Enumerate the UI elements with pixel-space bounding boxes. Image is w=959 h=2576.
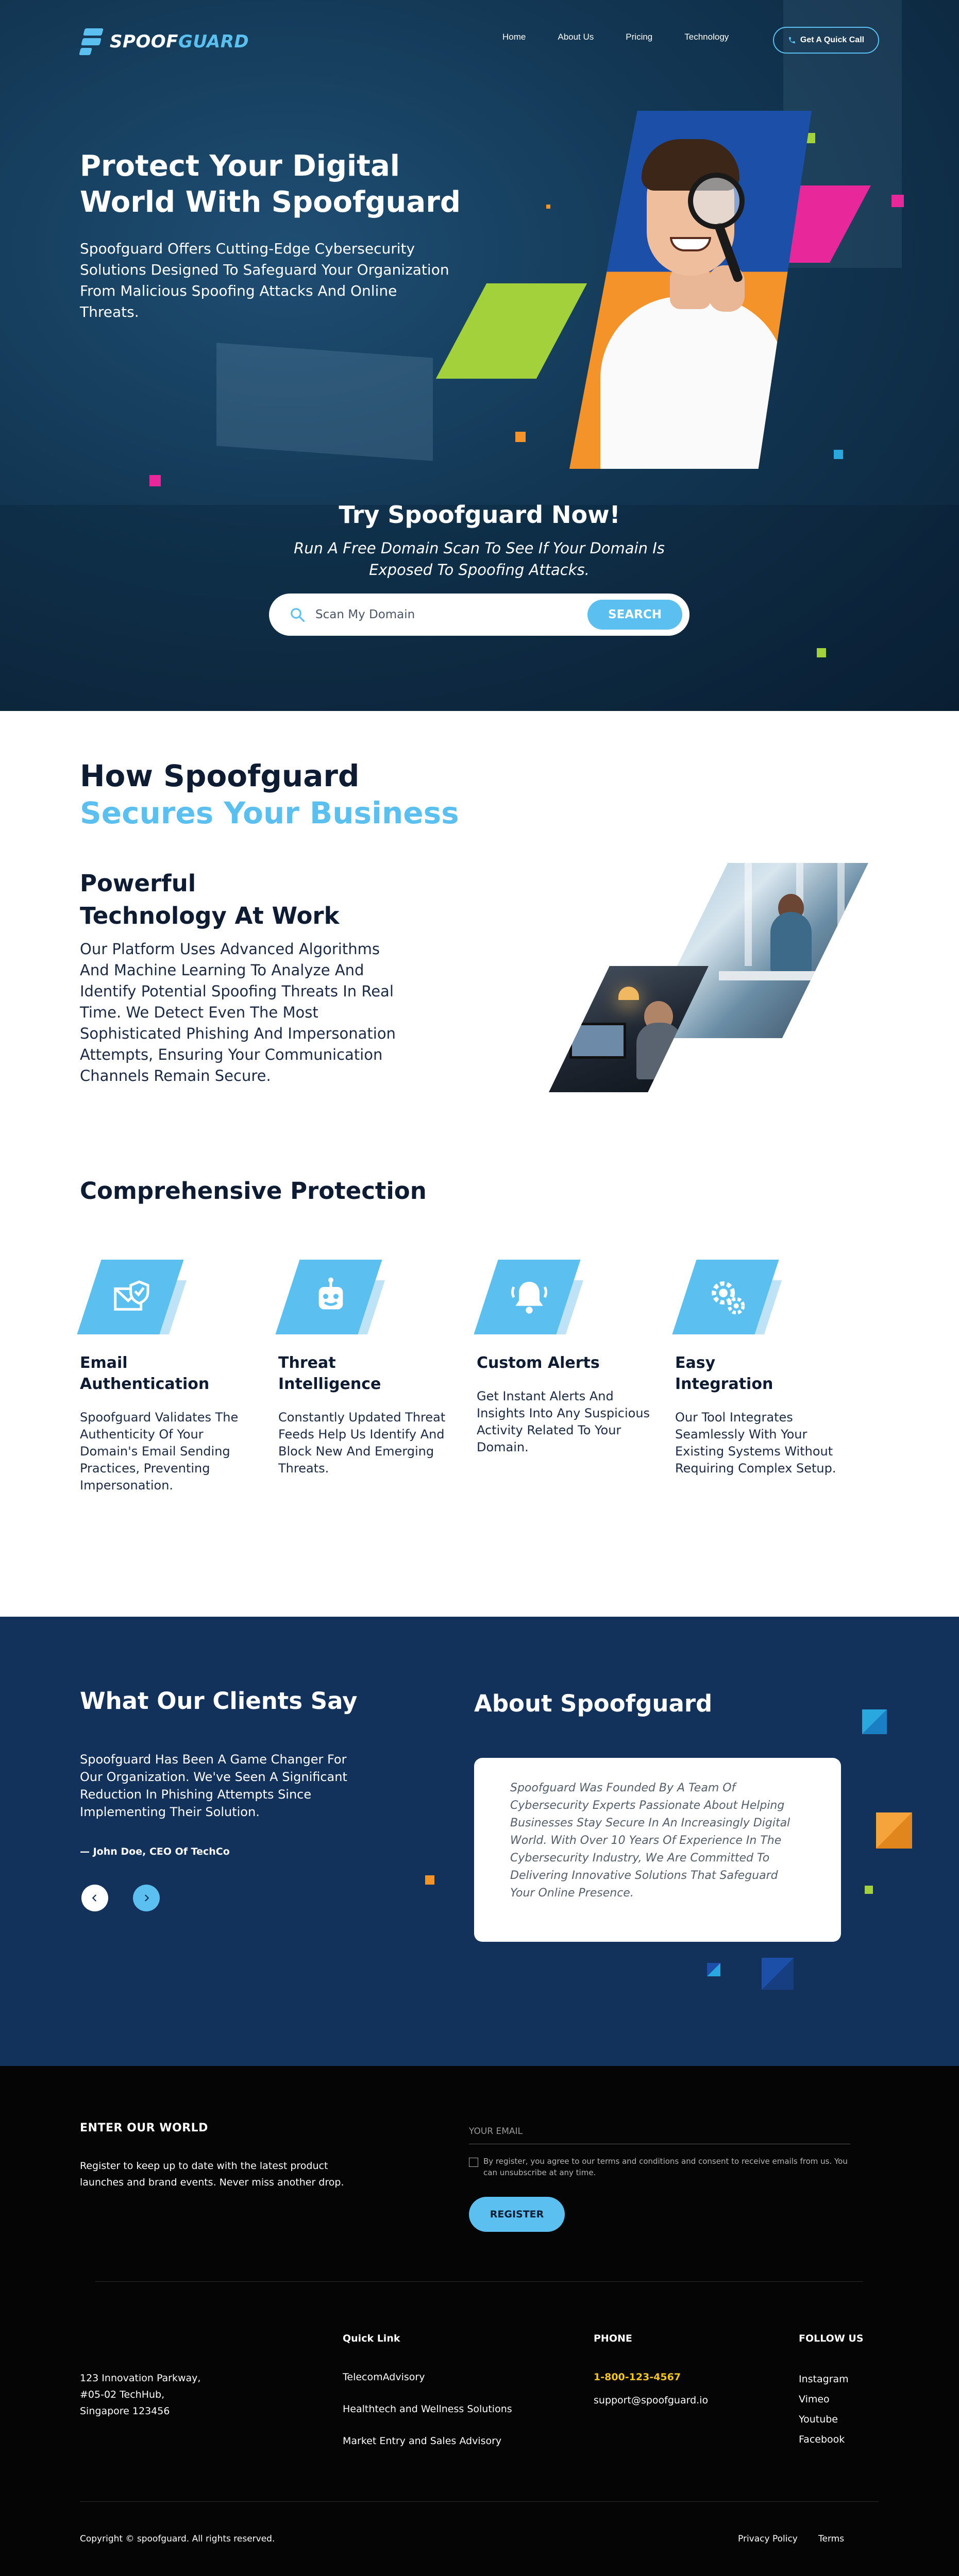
feature-threat-intelligence	[278, 1260, 446, 1477]
copyright: Copyright © spoofguard. All rights reserved.	[80, 2534, 275, 2544]
domain-scan-input[interactable]	[315, 603, 563, 626]
quick-link-heading: Quick Link	[343, 2333, 400, 2344]
shape-green-dot	[865, 1886, 873, 1894]
consent-checkbox[interactable]	[469, 2158, 478, 2167]
nav-technology[interactable]: Technology	[684, 32, 729, 42]
shape-orange-cube	[876, 1812, 912, 1849]
shape-pink-square-small	[149, 475, 161, 486]
testimonials-title: What Our Clients Say	[80, 1687, 358, 1715]
feature-text: Constantly Updated Threat Feeds Help Us Identify And Block New And Emerging Threats.	[278, 1410, 446, 1476]
chevron-right-icon	[142, 1893, 151, 1903]
shape-green-square-small	[817, 648, 826, 657]
shape-blue-cube-small	[707, 1963, 720, 1976]
newsletter-email-input[interactable]	[469, 2119, 850, 2144]
nav-home[interactable]: Home	[502, 32, 526, 42]
quick-call-button[interactable]	[773, 27, 879, 54]
robot-icon	[310, 1277, 351, 1318]
next-testimonial-button[interactable]	[133, 1885, 160, 1911]
footer-address: 123 Innovation Parkway, #05-02 TechHub, Singapore 123456	[80, 2372, 201, 2417]
tech-text: Our Platform Uses Advanced Algorithms And Machine Learning To Analyze And Identify Potential Spoofing Threats In Real Time. We Detect Even The Most Sophisticated Phishing And Impersonation Attempts, Ensuring Your Communication Channels Remain Secure.	[80, 940, 396, 1084]
terms-link[interactable]: Terms	[818, 2534, 845, 2544]
hero-title: Protect Your Digital World With Spoofguard	[80, 149, 461, 219]
how-section-title	[80, 757, 459, 832]
feature-title: Easy Integration	[675, 1354, 773, 1393]
feature-text: Our Tool Integrates Seamlessly With Your Existing Systems Without Requiring Complex Setup.	[675, 1410, 836, 1476]
social-link-vimeo[interactable]: Vimeo	[799, 2394, 830, 2405]
logo-mark-icon	[80, 28, 104, 55]
testimonial-quote: Spoofguard Has Been A Game Changer For Our Organization. We've Seen A Significant Reduction In Phishing Attempts Since Implementing Their Solution.	[80, 1752, 347, 1819]
feature-email-authentication	[80, 1260, 245, 1494]
feature-title: Threat Intelligence	[278, 1354, 381, 1393]
feature-easy-integration	[675, 1260, 840, 1477]
try-title: Try Spoofguard Now!	[339, 501, 620, 529]
footer-bottom-divider	[80, 2501, 879, 2502]
nav-about-us[interactable]: About Us	[558, 32, 594, 42]
social-link-youtube[interactable]: Youtube	[799, 2414, 838, 2425]
shape-navy-cube	[762, 1958, 794, 1990]
prev-testimonial-button[interactable]	[81, 1885, 108, 1911]
about-card	[474, 1758, 841, 1942]
newsletter-text: Register to keep up to date with the latest product launches and brand events. Never miss another drop.	[80, 2160, 344, 2188]
protection-title: Comprehensive Protection	[80, 1177, 427, 1205]
feature-title: Custom Alerts	[477, 1354, 600, 1372]
quick-link-item[interactable]: Market Entry and Sales Advisory	[343, 2435, 502, 2447]
how-title-line2: Secures Your Business	[80, 795, 459, 831]
email-shield-icon	[112, 1277, 153, 1318]
consent-text: By register, you agree to our terms and conditions and consent to receive emails from us. You can unsubscribe at any time.	[483, 2157, 848, 2177]
email-link[interactable]: support@spoofguard.io	[594, 2395, 709, 2406]
about-text: Spoofguard Was Founded By A Team Of Cybersecurity Experts Passionate About Helping Businesses Stay Secure In An Increasingly Digital World. With Over 10 Years Of Experience In The Cybersecurity Industry, We Are Committed To Delivering Innovative Solutions That Safeguard Your Online Presence.	[510, 1782, 790, 1900]
shape-blue-square	[834, 450, 843, 459]
register-button[interactable]: REGISTER	[469, 2197, 565, 2232]
hero-background-window	[216, 343, 433, 461]
feature-text: Spoofguard Validates The Authenticity Of Your Domain's Email Sending Practices, Preventing Impersonation.	[80, 1410, 239, 1493]
testimonial-author: — John Doe, CEO Of TechCo	[80, 1846, 230, 1857]
newsletter-title: ENTER OUR WORLD	[80, 2122, 208, 2134]
social-link-instagram[interactable]: Instagram	[799, 2374, 849, 2385]
phone-heading: PHONE	[594, 2333, 632, 2344]
shape-green-parallelogram	[436, 283, 587, 379]
chevron-left-icon	[90, 1893, 99, 1903]
feature-custom-alerts	[477, 1260, 650, 1456]
privacy-policy-link[interactable]: Privacy Policy	[738, 2534, 798, 2544]
domain-scan-form	[269, 594, 689, 636]
social-link-facebook[interactable]: Facebook	[799, 2434, 845, 2445]
logo-text: SPOOFGUARD	[110, 31, 249, 52]
feature-title: Email Authentication	[80, 1354, 210, 1393]
hero-lead: Spoofguard Offers Cutting-Edge Cybersecurity Solutions Designed To Safeguard Your Organization From Malicious Spoofing Attacks And Online Threats.	[80, 240, 449, 320]
search-button[interactable]: SEARCH	[587, 600, 682, 630]
about-title: About Spoofguard	[474, 1690, 713, 1717]
magnifier-icon	[688, 173, 745, 229]
bell-icon	[509, 1277, 550, 1318]
hero-section	[0, 0, 959, 711]
brand-logo[interactable]	[80, 28, 249, 55]
try-subtitle: Run A Free Domain Scan To See If Your Domain Is Exposed To Spoofing Attacks.	[294, 539, 665, 579]
shape-orange-square	[515, 432, 526, 442]
shape-pink-square	[891, 195, 904, 207]
quick-link-item[interactable]: Healthtech and Wellness Solutions	[343, 2403, 512, 2415]
search-icon	[290, 607, 305, 622]
quick-call-label: Get A Quick Call	[800, 36, 865, 44]
follow-us-heading: FOLLOW US	[799, 2333, 864, 2344]
hero-photo-man-with-magnifier	[569, 111, 812, 469]
tech-title: Powerful Technology At Work	[80, 870, 340, 929]
feature-text: Get Instant Alerts And Insights Into Any Suspicious Activity Related To Your Domain.	[477, 1389, 650, 1454]
main-nav	[502, 32, 729, 42]
shape-orange-square-small	[425, 1875, 434, 1885]
nav-pricing[interactable]: Pricing	[626, 32, 653, 42]
shape-blue-cube	[862, 1709, 887, 1734]
phone-icon	[788, 36, 796, 44]
how-title-line1: How Spoofguard	[80, 758, 360, 793]
footer-divider	[95, 2281, 863, 2282]
phone-link[interactable]: 1-800-123-4567	[594, 2371, 681, 2383]
quick-link-item[interactable]: TelecomAdvisory	[343, 2371, 425, 2383]
shape-orange-dot	[546, 205, 550, 209]
gears-icon	[707, 1277, 748, 1318]
